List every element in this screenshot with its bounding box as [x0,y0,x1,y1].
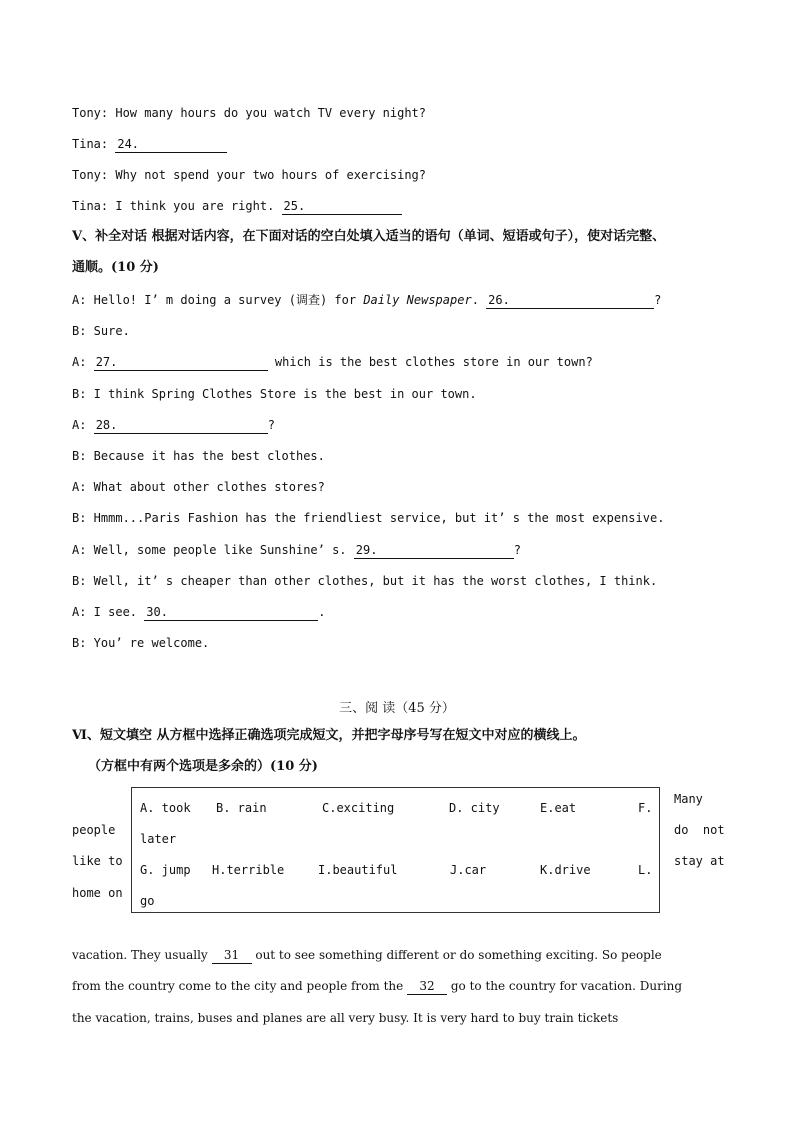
passage-line: the vacation, trains, buses and planes are all very busy. It is very hard to buy train tickets [72,1011,619,1025]
answer-blank-28[interactable]: 28. [94,417,268,434]
dialogue-line [72,136,227,153]
dialogue-line: A: Hello! I’ m doing a survey (调查) for Daily Newspaper. 26. ? [72,293,662,307]
dialogue-line: Tony: Why not spend your two hours of exercising? [72,168,427,182]
wrap-text-left: people [72,823,116,837]
wrap-text-right: Many [674,792,703,806]
line-text: Tina: I think you are right. [72,199,282,213]
dialogue-line: B: Hmmm...Paris Fashion has the friendliest service, but it’ s the most expensive. [72,511,665,525]
option-f-word: later [140,832,177,846]
dialogue-line: B: You’ re welcome. [72,636,210,650]
answer-blank-29[interactable]: 29. [354,542,514,559]
wrap-text-right: stay at [674,854,725,868]
option-b: B. rain [216,801,267,815]
answer-blank-26[interactable]: 26. [486,292,654,309]
section-6-subtitle: （方框中有两个选项是多余的）(10 分) [88,759,318,774]
dialogue-line: B: Sure. [72,324,130,338]
option-a: A. took [140,801,191,815]
dialogue-line: B: I think Spring Clothes Store is the best in our town. [72,387,477,401]
dialogue-line: A: Well, some people like Sunshine’ s. 29. ? [72,543,521,557]
wrap-text-left: like to [72,854,123,868]
answer-blank-32[interactable]: 32 [407,978,447,995]
word-options-box [131,787,660,913]
section-6-title: Ⅵ、短文填空 从方框中选择正确选项完成短文，并把字母序号写在短文中对应的横线上。 [72,728,586,743]
line-text: Tina: [72,137,116,151]
option-l: L. [638,863,653,877]
option-i: I.beautiful [318,863,398,877]
option-d: D. city [449,801,500,815]
answer-blank-24[interactable]: 24. [115,136,227,153]
dialogue-line: A: I see. 30. . [72,605,326,619]
answer-blank-25[interactable]: 25. [282,198,402,215]
option-e: E.eat [540,801,577,815]
section-5-title-cont: 通顺。(10 分) [72,260,159,275]
answer-blank-31[interactable]: 31 [212,947,252,964]
dialogue-line: B: Because it has the best clothes. [72,449,325,463]
answer-blank-27[interactable]: 27. [94,354,268,371]
dialogue-line: A: 27. which is the best clothes store in our town? [72,355,593,369]
section-5-title: Ⅴ、补全对话 根据对话内容，在下面对话的空白处填入适当的语句（单词、短语或句子），使对话完整、 [72,229,666,244]
part-3-heading: 三、阅 读（45 分） [339,701,455,716]
option-h: H.terrible [212,863,285,877]
dialogue-line: A: 28. ? [72,418,275,432]
passage-line: vacation. They usually 31 out to see something different or do something exciting. So people [72,948,662,962]
option-j: J.car [450,863,487,877]
option-f: F. [638,801,653,815]
wrap-text-right: do not [674,823,725,837]
option-l-word: go [140,894,155,908]
newspaper-name: Daily Newspaper [363,293,472,307]
dialogue-line: Tony: How many hours do you watch TV every night? [72,106,427,120]
dialogue-line: B: Well, it’ s cheaper than other clothes, but it has the worst clothes, I think. [72,574,658,588]
option-c: C.exciting [322,801,395,815]
passage-line: from the country come to the city and people from the 32 go to the country for vacation. During [72,979,683,993]
dialogue-line [72,198,402,215]
dialogue-line: A: What about other clothes stores? [72,480,325,494]
option-g: G. jump [140,863,191,877]
wrap-text-left: home on [72,886,123,900]
answer-blank-30[interactable]: 30. [144,604,318,621]
option-k: K.drive [540,863,591,877]
